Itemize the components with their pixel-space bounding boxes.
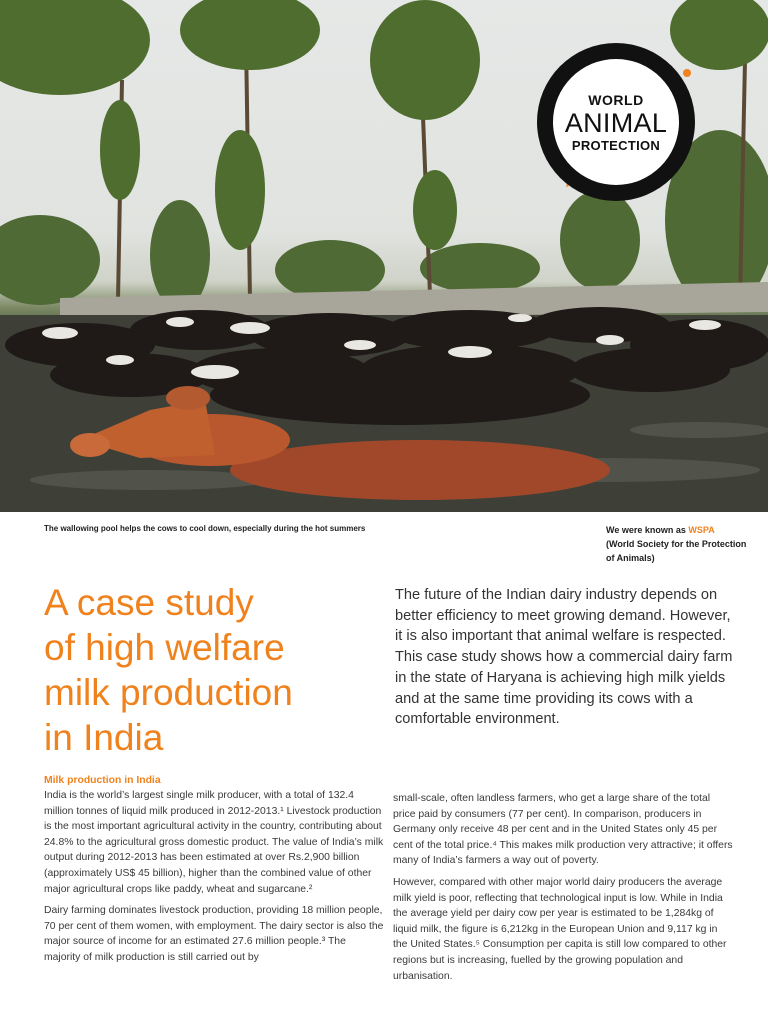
body-column-left [44,773,384,966]
former-name-acronym: WSPA [688,525,715,535]
logo-line-protection: PROTECTION [571,137,661,153]
former-name-prefix: We were known as [606,525,686,535]
title-line-1: A case study [44,582,254,623]
logo-line-world: WORLD [588,91,644,108]
body-paragraph-2: Dairy farming dominates livestock production, providing 18 million people, 70 per cent of them women, with employment. The dairy sector is also the major source of income for an estimated 27.6 million people.³ The majority of milk production is still carried out by [44,905,384,963]
body-column-right [393,791,733,984]
logo-line-animal: ANIMAL [564,107,668,138]
title-line-2: of high welfare [44,627,285,668]
body-paragraph-4: However, compared with other major world dairy producers the average milk yield is poor, reflecting that technological input is low. While in India the average yield per dairy cow per year is estimated to be 1,284kg of liquid milk, the figure is 6,212kg in the European Union and 9,117 kg in the United States.⁵ Consumption per capita is still low compared to other regions but is increasing, fuelled by the growing population and urbanisation. [393,876,727,982]
title-line-4: in India [44,717,164,758]
former-name-expansion: (World Society for the Protection of Animals) [606,539,747,563]
body-paragraph-1: India is the world’s largest single milk producer, with a total of 132.4 million tonnes of liquid milk produced in 2012-2013.¹ Livestock production is the most important agricultural activity in the country, contributing about 24.8% to the agricultural gross domestic product. The value of India’s milk output during 2012-2013 has been estimated at over Rs.2,900 billion (approximately US$ 45 billion), higher than the combined value of other major agricultural crops like paddy, wheat and sugarcane.² [44,790,384,895]
body-paragraph-3: small-scale, often landless farmers, who get a large share of the total price paid by consumers (77 per cent). In comparison, producers in Germany only receive 48 per cent and in the United States only 45 per cent of the total price.⁴ This makes milk production very attractive; it offers many of India’s farmers a way out of poverty. [393,793,733,867]
title-line-3: milk production [44,672,293,713]
page-title [44,580,364,760]
intro-paragraph: The future of the Indian dairy industry depends on better efficiency to meet growing demand. However, it is also important that animal welfare is respected. This case study shows how a commercial dairy farm in the state of Haryana is achieving high milk yields and at the same time providing its cows with a comfortable environment. [395,587,733,728]
photo-caption: The wallowing pool helps the cows to cool down, especially during the hot summers [44,524,366,533]
logo-dot [683,69,691,77]
logo-wordmark [553,59,679,185]
former-name-note [606,523,756,565]
world-animal-protection-logo [537,43,695,216]
section-heading: Milk production in India [44,775,161,786]
